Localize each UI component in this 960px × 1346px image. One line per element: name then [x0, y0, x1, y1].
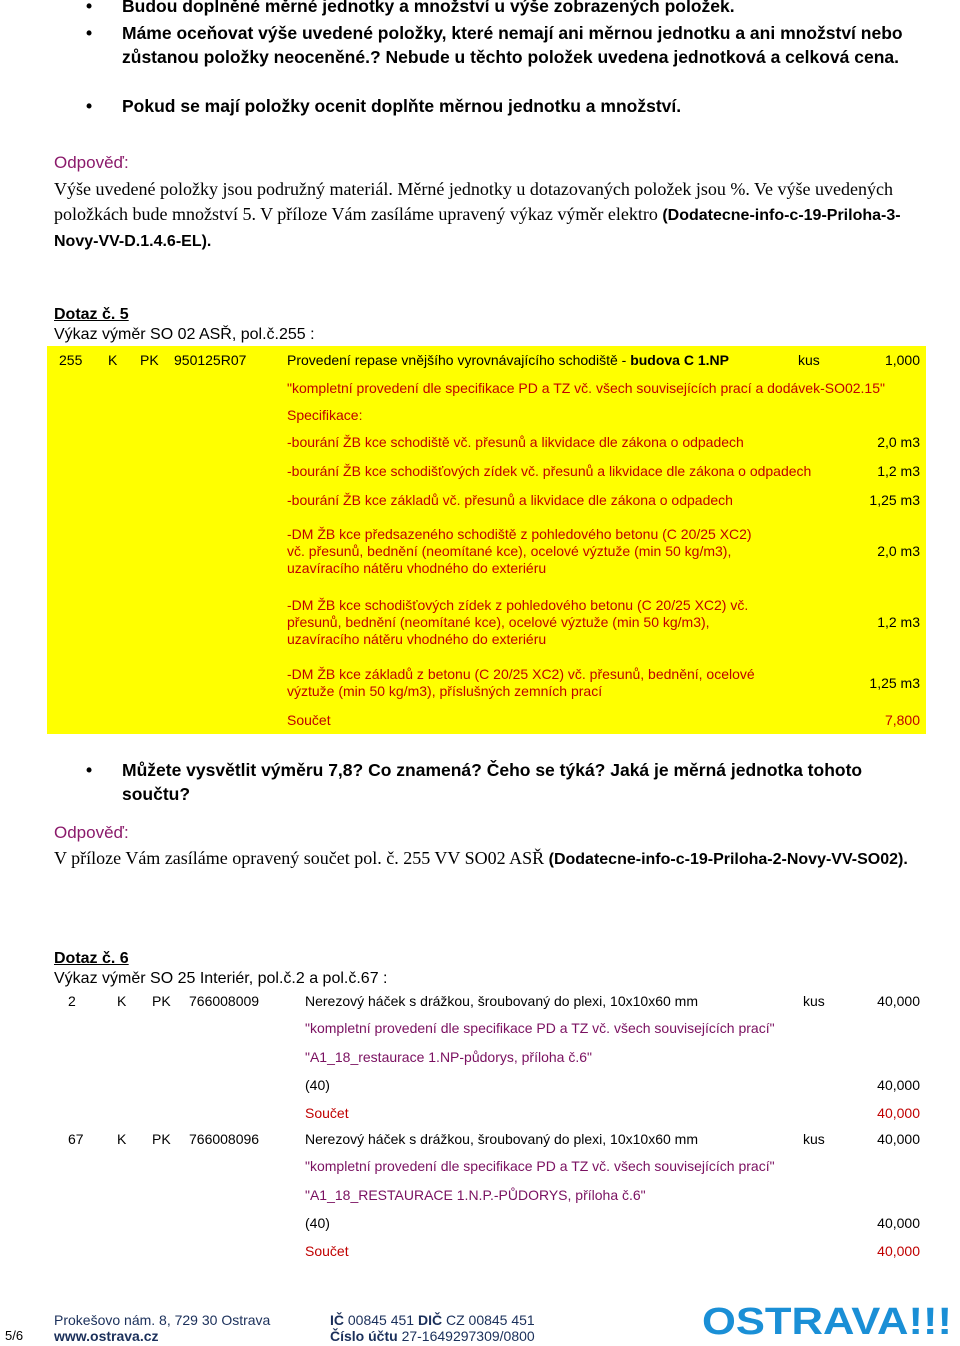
answer-text	[54, 177, 914, 254]
item-description-bold: budova C 1.NP	[630, 352, 729, 368]
spec-item-line: -DM ŽB kce základů z betonu (C 20/25 XC2) vč. přesunů, bednění, ocelové	[287, 666, 755, 682]
ic-value: 00845 451	[347, 1312, 415, 1328]
item-number: 67	[68, 1131, 84, 1147]
item-number: 255	[59, 352, 83, 368]
item-quantity: 1,000	[884, 352, 920, 368]
sum-label: Součet	[305, 1105, 349, 1121]
sum-value: 7,800	[884, 712, 920, 728]
item-unit: kus	[803, 993, 825, 1009]
sum-value: 40,000	[877, 1105, 920, 1121]
bullet-text: Pokud se mají položky ocenit doplňte měrnou jednotku a množství.	[122, 96, 682, 116]
spec-item-line: uzavíracího nátěru vhodného do exteriéru	[287, 631, 547, 647]
logo-text: OSTRAVA!!!	[702, 1301, 952, 1340]
item-code: 766008009	[189, 993, 260, 1009]
calc-expression: (40)	[305, 1077, 330, 1093]
sum-label: Součet	[287, 712, 331, 728]
bullet-dot: •	[86, 96, 93, 116]
item-pk: PK	[140, 352, 159, 368]
item-description	[287, 352, 729, 368]
spec-item-quantity: 1,2 m3	[877, 463, 920, 479]
item-pk: PK	[152, 993, 171, 1009]
bullet-dot: •	[86, 23, 93, 43]
item-code: 766008096	[189, 1131, 260, 1147]
bullet-dot: •	[86, 0, 93, 16]
calc-value: 40,000	[877, 1077, 920, 1093]
item-k: K	[108, 352, 118, 368]
item-description: Nerezový háček s drážkou, šroubovaný do plexi, 10x10x60 mm	[305, 1131, 698, 1147]
spec-item-line: -bourání ŽB kce schodiště vč. přesunů a likvidace dle zákona o odpadech	[287, 434, 744, 450]
item-quantity: 40,000	[877, 993, 920, 1009]
spec-item-line: vč. přesunů, bednění (neomítané kce), ocelové výztuže (min 50 kg/m3),	[287, 543, 732, 559]
spec-label: Specifikace:	[287, 407, 363, 423]
answer-label: Odpověď:	[54, 823, 129, 842]
bullet-text: Budou doplněné měrné jednotky a množství u výše zobrazených položek.	[122, 0, 735, 16]
footer-ids	[330, 1312, 535, 1328]
spec-item-line: -bourání ŽB kce základů vč. přesunů a likvidace dle zákona o odpadech	[287, 492, 733, 508]
footer-web: www.ostrava.cz	[54, 1328, 159, 1344]
dic-value: CZ 00845 451	[445, 1312, 535, 1328]
footer-account	[330, 1328, 535, 1344]
ic-label: IČ	[330, 1312, 344, 1328]
item-note: "kompletní provedení dle specifikace PD a TZ vč. všech souvisejících prací"	[305, 1020, 775, 1036]
spec-item-quantity: 2,0 m3	[877, 543, 920, 559]
answer-text	[54, 846, 924, 872]
spec-item-line: -bourání ŽB kce schodišťových zídek vč. přesunů a likvidace dle zákona o odpadech	[287, 463, 812, 479]
spec-item-line: přesunů, bednění (neomítané kce), ocelové výztuže (min 50 kg/m3),	[287, 614, 710, 630]
page-number: 5/6	[5, 1328, 24, 1343]
bullet-dot: •	[86, 760, 93, 780]
ostrava-logo	[700, 1300, 955, 1340]
bullet-text: Máme oceňovat výše uvedené položky, které nemají ani měrnou jednotku a ani množství nebo zůstanou položky neoceněné.? Nebude u těchto položek uvedena jednotková a celková cena.	[122, 23, 903, 67]
highlighted-table	[47, 346, 926, 734]
calc-expression: (40)	[305, 1215, 330, 1231]
spec-item-line: výztuže (min 50 kg/m3), příslušných zemních prací	[287, 683, 603, 699]
question-title: Dotaz č. 5	[54, 306, 129, 323]
question-subtitle: Výkaz výměr SO 25 Interiér, pol.č.2 a pol.č.67 :	[54, 970, 388, 987]
logo-graphic	[700, 1300, 955, 1340]
item-description: Nerezový háček s drážkou, šroubovaný do plexi, 10x10x60 mm	[305, 993, 698, 1009]
answer-label: Odpověď:	[54, 153, 129, 172]
attachment-reference: (Dodatecne-info-c-19-Priloha-3-Novy-VV-D.1.4.6-EL).	[54, 207, 901, 250]
account-value: 27-1649297309/0800	[401, 1328, 535, 1344]
spec-item-line: -DM ŽB kce schodišťových zídek z pohledového betonu (C 20/25 XC2) vč.	[287, 597, 749, 613]
attachment-reference: (Dodatecne-info-c-19-Priloha-2-Novy-VV-SO02).	[548, 851, 908, 868]
sum-label: Součet	[305, 1243, 349, 1259]
item-unit: kus	[803, 1131, 825, 1147]
answer-body: Výše uvedené položky jsou podružný materiál. Měrné jednotky u dotazovaných položek jsou %. Ve výše uvedených položkách bude množství 5. V příloze Vám zasíláme upravený výkaz výměr elektro	[54, 179, 893, 224]
spec-item-line: -DM ŽB kce předsazeného schodiště z pohledového betonu (C 20/25 XC2)	[287, 526, 752, 542]
bullet-text: Můžete vysvětlit výměru 7,8? Co znamená? Čeho se týká? Jaká je měrná jednotka tohoto součtu?	[122, 760, 863, 804]
spec-item-line: uzavíracího nátěru vhodného do exteriéru	[287, 560, 547, 576]
item-quantity: 40,000	[877, 1131, 920, 1147]
calc-value: 40,000	[877, 1215, 920, 1231]
spec-item-quantity: 2,0 m3	[877, 434, 920, 450]
spec-item-quantity: 1,25 m3	[869, 674, 920, 691]
item-code: 950125R07	[174, 352, 247, 368]
spec-item-quantity: 1,25 m3	[869, 492, 920, 508]
item-reference: "A1_18_RESTAURACE 1.N.P.-PŮDORYS, příloha č.6"	[305, 1187, 646, 1203]
question-title: Dotaz č. 6	[54, 950, 129, 967]
item-number: 2	[68, 993, 76, 1009]
item-k: K	[117, 1131, 127, 1147]
item-pk: PK	[152, 1131, 171, 1147]
item-unit: kus	[798, 352, 820, 368]
footer-address: Prokešovo nám. 8, 729 30 Ostrava	[54, 1312, 271, 1328]
account-label: Číslo účtu	[330, 1328, 398, 1344]
item-description-text: Provedení repase vnějšího vyrovnávajícího schodiště -	[287, 352, 631, 368]
dic-label: DIČ	[417, 1312, 443, 1328]
answer-body: V příloze Vám zasíláme opravený součet pol. č. 255 VV SO02 ASŘ	[54, 848, 545, 868]
spec-item-quantity: 1,2 m3	[877, 614, 920, 630]
question-subtitle: Výkaz výměr SO 02 ASŘ, pol.č.255 :	[54, 326, 315, 343]
item-note: "kompletní provedení dle specifikace PD a TZ vč. všech souvisejících prací a dodávek-SO02.15"	[287, 380, 885, 396]
item-k: K	[117, 993, 127, 1009]
item-note: "kompletní provedení dle specifikace PD a TZ vč. všech souvisejících prací"	[305, 1158, 775, 1174]
item-reference: "A1_18_restaurace 1.NP-půdorys, příloha č.6"	[305, 1049, 592, 1065]
sum-value: 40,000	[877, 1243, 920, 1259]
